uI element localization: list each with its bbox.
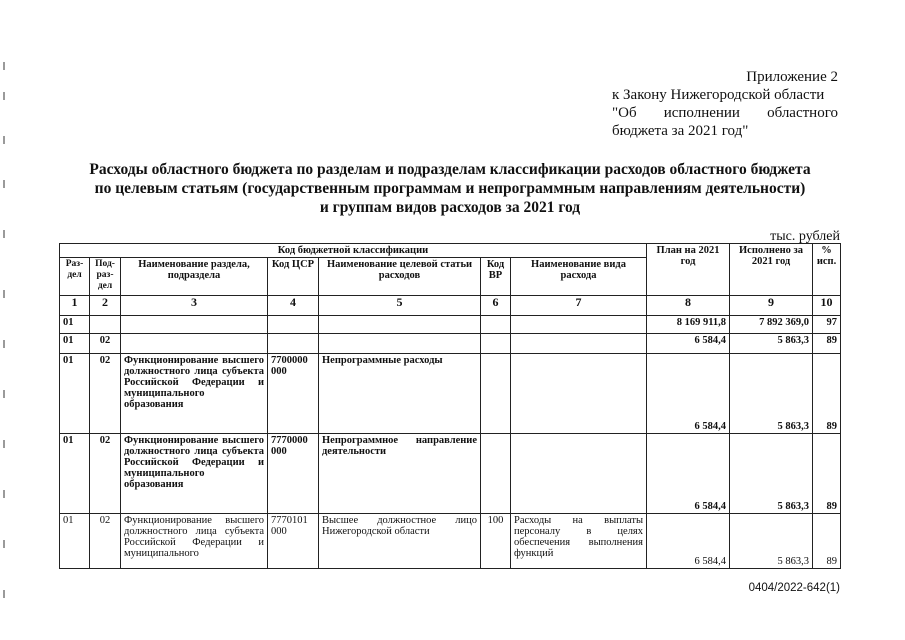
cell-csr: 7700000 000 bbox=[268, 354, 319, 434]
cell-executed: 5 863,3 bbox=[730, 514, 813, 569]
header-plan: План на 2021 год bbox=[647, 244, 730, 296]
annex-word: областного bbox=[767, 105, 838, 121]
annex-line-4: бюджета за 2021 год" bbox=[612, 123, 749, 139]
table-row bbox=[60, 514, 841, 569]
cell-csr-name bbox=[319, 334, 481, 354]
column-number: 10 bbox=[813, 296, 841, 316]
column-number: 4 bbox=[268, 296, 319, 316]
header-csr: Код ЦСР bbox=[268, 258, 319, 296]
cell-vr bbox=[481, 316, 511, 334]
cell-name: Функционирование высшего должностного лица субъекта Российской Федерации и муниципального образования bbox=[121, 434, 268, 514]
document-title bbox=[60, 160, 840, 217]
cell-razdel: 01 bbox=[60, 514, 90, 569]
document-number: 0404/2022-642(1) bbox=[748, 582, 840, 594]
header-row-group bbox=[60, 244, 841, 258]
table-row bbox=[60, 434, 841, 514]
column-number: 1 bbox=[60, 296, 90, 316]
cell-csr-name: Непрограммное направление деятельности bbox=[319, 434, 481, 514]
scan-edge-marks bbox=[0, 40, 12, 640]
cell-name: Функционирование высшего должностного лица субъекта Российской Федерации и муниципального образования bbox=[121, 354, 268, 434]
cell-name: Функционирование высшего должностного лица субъекта Российской Федерации и муниципального bbox=[121, 514, 268, 569]
cell-plan: 8 169 911,8 bbox=[647, 316, 730, 334]
header-name: Наименование раздела, подраздела bbox=[121, 258, 268, 296]
header-executed: Исполнено за 2021 год bbox=[730, 244, 813, 296]
header-podrazdel: Под-раз-дел bbox=[90, 258, 121, 296]
header-vr: Код ВР bbox=[481, 258, 511, 296]
annex-block bbox=[612, 68, 838, 140]
cell-razdel: 01 bbox=[60, 434, 90, 514]
units-label: тыс. рублей bbox=[770, 229, 840, 244]
cell-csr bbox=[268, 334, 319, 354]
cell-podrazdel: 02 bbox=[90, 334, 121, 354]
header-code-group: Код бюджетной классификации bbox=[60, 244, 647, 258]
cell-podrazdel: 02 bbox=[90, 514, 121, 569]
cell-vr-name bbox=[511, 354, 647, 434]
cell-csr-name: Непрограммные расходы bbox=[319, 354, 481, 434]
title-line-1: Расходы областного бюджета по разделам и подразделам классификации расходов областного бюджета bbox=[89, 161, 811, 178]
cell-podrazdel bbox=[90, 316, 121, 334]
column-number: 2 bbox=[90, 296, 121, 316]
annex-line-3 bbox=[612, 104, 838, 122]
table-row bbox=[60, 354, 841, 434]
cell-vr-name bbox=[511, 334, 647, 354]
cell-plan: 6 584,4 bbox=[647, 354, 730, 434]
column-number: 3 bbox=[121, 296, 268, 316]
column-number: 6 bbox=[481, 296, 511, 316]
annex-word: "Об bbox=[612, 105, 637, 121]
column-number: 8 bbox=[647, 296, 730, 316]
cell-csr: 7770000 000 bbox=[268, 434, 319, 514]
cell-vr-name: Расходы на выплаты персоналу в целях обеспечения выполнения функций bbox=[511, 514, 647, 569]
annex-line-1: Приложение 2 bbox=[746, 69, 838, 85]
title-line-2: по целевым статьям (государственным программам и непрограммным направлениям деятельности) bbox=[94, 180, 806, 197]
cell-csr: 7770101 000 bbox=[268, 514, 319, 569]
cell-plan: 6 584,4 bbox=[647, 434, 730, 514]
cell-vr bbox=[481, 354, 511, 434]
table-row bbox=[60, 334, 841, 354]
cell-executed: 5 863,3 bbox=[730, 434, 813, 514]
cell-percent: 89 bbox=[813, 354, 841, 434]
table-row bbox=[60, 316, 841, 334]
column-number-row bbox=[60, 296, 841, 316]
annex-word: исполнении bbox=[663, 105, 740, 121]
header-percent: % исп. bbox=[813, 244, 841, 296]
cell-name bbox=[121, 334, 268, 354]
column-number: 9 bbox=[730, 296, 813, 316]
cell-executed: 7 892 369,0 bbox=[730, 316, 813, 334]
cell-csr-name bbox=[319, 316, 481, 334]
cell-percent: 89 bbox=[813, 334, 841, 354]
cell-percent: 89 bbox=[813, 434, 841, 514]
cell-podrazdel: 02 bbox=[90, 354, 121, 434]
cell-plan: 6 584,4 bbox=[647, 514, 730, 569]
cell-vr-name bbox=[511, 316, 647, 334]
cell-executed: 5 863,3 bbox=[730, 354, 813, 434]
header-vr-name: Наименование вида расхода bbox=[511, 258, 647, 296]
cell-podrazdel: 02 bbox=[90, 434, 121, 514]
cell-percent: 89 bbox=[813, 514, 841, 569]
column-number: 5 bbox=[319, 296, 481, 316]
cell-csr bbox=[268, 316, 319, 334]
cell-razdel: 01 bbox=[60, 354, 90, 434]
header-razdel: Раз-дел bbox=[60, 258, 90, 296]
cell-percent: 97 bbox=[813, 316, 841, 334]
cell-razdel: 01 bbox=[60, 334, 90, 354]
cell-vr: 100 bbox=[481, 514, 511, 569]
cell-razdel: 01 bbox=[60, 316, 90, 334]
cell-executed: 5 863,3 bbox=[730, 334, 813, 354]
cell-vr bbox=[481, 434, 511, 514]
cell-vr-name bbox=[511, 434, 647, 514]
budget-table bbox=[59, 243, 841, 569]
cell-csr-name: Высшее должностное лицо Нижегородской области bbox=[319, 514, 481, 569]
cell-name bbox=[121, 316, 268, 334]
cell-plan: 6 584,4 bbox=[647, 334, 730, 354]
header-csr-name: Наименование целевой статьи расходов bbox=[319, 258, 481, 296]
annex-line-2: к Закону Нижегородской области bbox=[612, 87, 825, 103]
title-line-3: и группам видов расходов за 2021 год bbox=[319, 199, 581, 216]
cell-vr bbox=[481, 334, 511, 354]
column-number: 7 bbox=[511, 296, 647, 316]
